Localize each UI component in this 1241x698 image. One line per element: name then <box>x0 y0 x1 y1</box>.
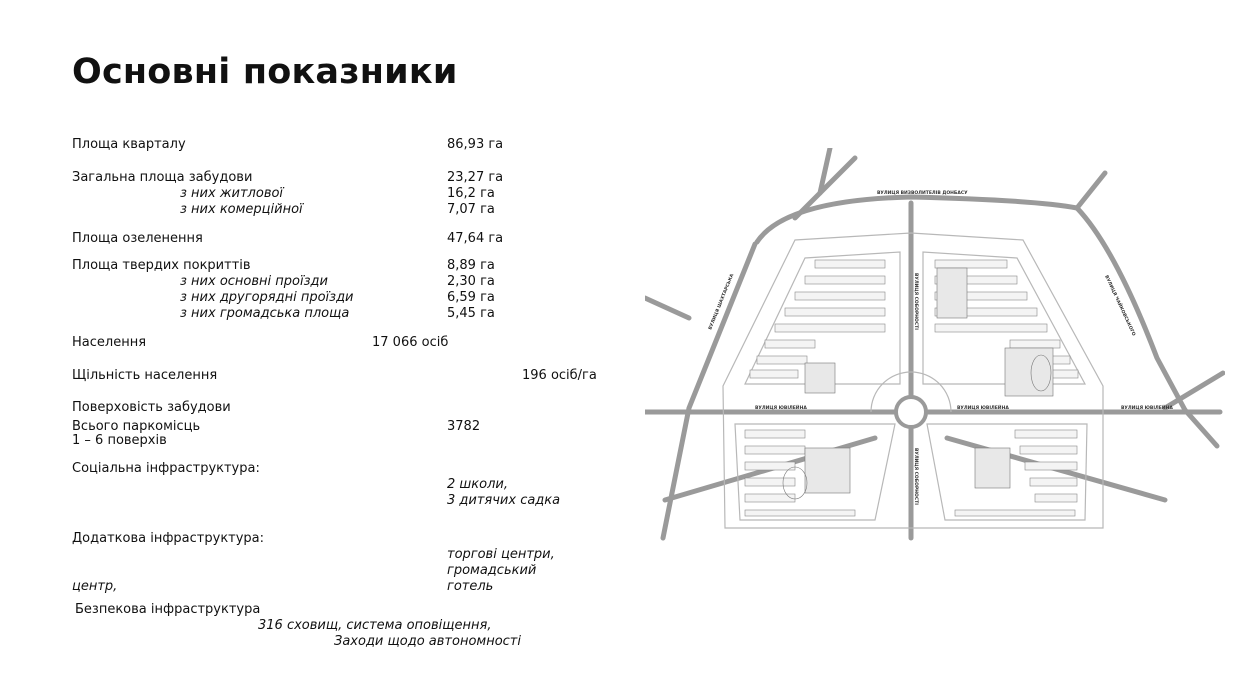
road-top-arc <box>757 197 1077 242</box>
street-top-label: ВУЛИЦЯ ВИЗВОЛИТЕЛІВ ДОНБАСУ <box>877 191 968 196</box>
paved-area-label: Площа твердих покриттів <box>72 258 251 273</box>
commercial-label: з них комерційної <box>180 202 303 217</box>
residential-value: 16,2 га <box>447 186 495 201</box>
street-right-diagonal-label: ВУЛИЦЯ ЧАЙКОВСЬКОГО <box>1103 274 1136 337</box>
main-driveways-label: з них основні проїзди <box>180 274 328 289</box>
security-value-1: 316 сховищ, система оповіщення, <box>258 618 492 633</box>
green-area-value: 47,64 га <box>447 231 504 246</box>
street-vertical-lower-label: ВУЛИЦЯ СОБОРНОСТІ <box>913 448 918 505</box>
additional-value-2: громадський <box>447 563 537 578</box>
road-right-side <box>1077 208 1185 410</box>
street-yuvileina-right-label: ВУЛИЦЯ ЮВІЛЕЙНА <box>1121 406 1173 411</box>
road-branch-right <box>1077 173 1105 208</box>
main-driveways-value: 2,30 га <box>447 274 495 289</box>
road-left-spur <box>645 298 689 318</box>
paved-area-value: 8,89 га <box>447 258 495 273</box>
floors-value: 1 – 6 поверхів <box>72 433 167 448</box>
page-title: Основні показники <box>72 52 458 92</box>
social-value-1: 2 школи, <box>447 477 508 492</box>
public-square-label: з них громадська площа <box>180 306 350 321</box>
block-area-value: 86,93 га <box>447 137 504 152</box>
floors-label: Поверховість забудови <box>72 400 231 415</box>
central-roundabout <box>896 397 926 427</box>
population-label: Населення <box>72 335 147 350</box>
density-value: 196 осіб/га <box>522 368 597 383</box>
public-square-value: 5,45 га <box>447 306 495 321</box>
commercial-value: 7,07 га <box>447 202 495 217</box>
street-vertical-upper-label: ВУЛИЦЯ СОБОРНОСТІ <box>913 273 918 330</box>
block-area-label: Площа кварталу <box>72 137 186 152</box>
security-value-2: Заходи щодо автономності <box>334 634 521 649</box>
security-label: Безпекова інфраструктура <box>75 602 261 617</box>
master-plan-map <box>645 148 1225 543</box>
street-yuvileina-mid-label: ВУЛИЦЯ ЮВІЛЕЙНА <box>957 406 1009 411</box>
additional-value-1: торгові центри, <box>447 547 555 562</box>
additional-value-3: центр, <box>72 579 118 594</box>
built-area-value: 23,27 га <box>447 170 504 185</box>
street-yuvileina-left-label: ВУЛИЦЯ ЮВІЛЕЙНА <box>755 406 807 411</box>
residential-label: з них житлової <box>180 186 284 201</box>
street-left-diagonal-label: ВУЛИЦЯ ШАХТАРСЬКА <box>708 273 736 331</box>
parking-value: 3782 <box>447 419 481 434</box>
additional-label: Додаткова інфраструктура: <box>72 531 265 546</box>
parking-label: Всього паркомісць <box>72 419 201 434</box>
social-value-2: 3 дитячих садка <box>447 493 561 508</box>
green-area-label: Площа озеленення <box>72 231 203 246</box>
road-branch-far-right-2 <box>1185 410 1217 446</box>
density-label: Щільність населення <box>72 368 218 383</box>
secondary-driveways-label: з них другорядні проїзди <box>180 290 354 305</box>
social-label: Соціальна інфраструктура: <box>72 461 260 476</box>
built-area-label: Загальна площа забудови <box>72 170 253 185</box>
additional-value-4: готель <box>447 579 494 594</box>
secondary-driveways-value: 6,59 га <box>447 290 495 305</box>
population-value: 17 066 осіб <box>372 335 449 350</box>
road-left-diagonal <box>663 244 755 538</box>
